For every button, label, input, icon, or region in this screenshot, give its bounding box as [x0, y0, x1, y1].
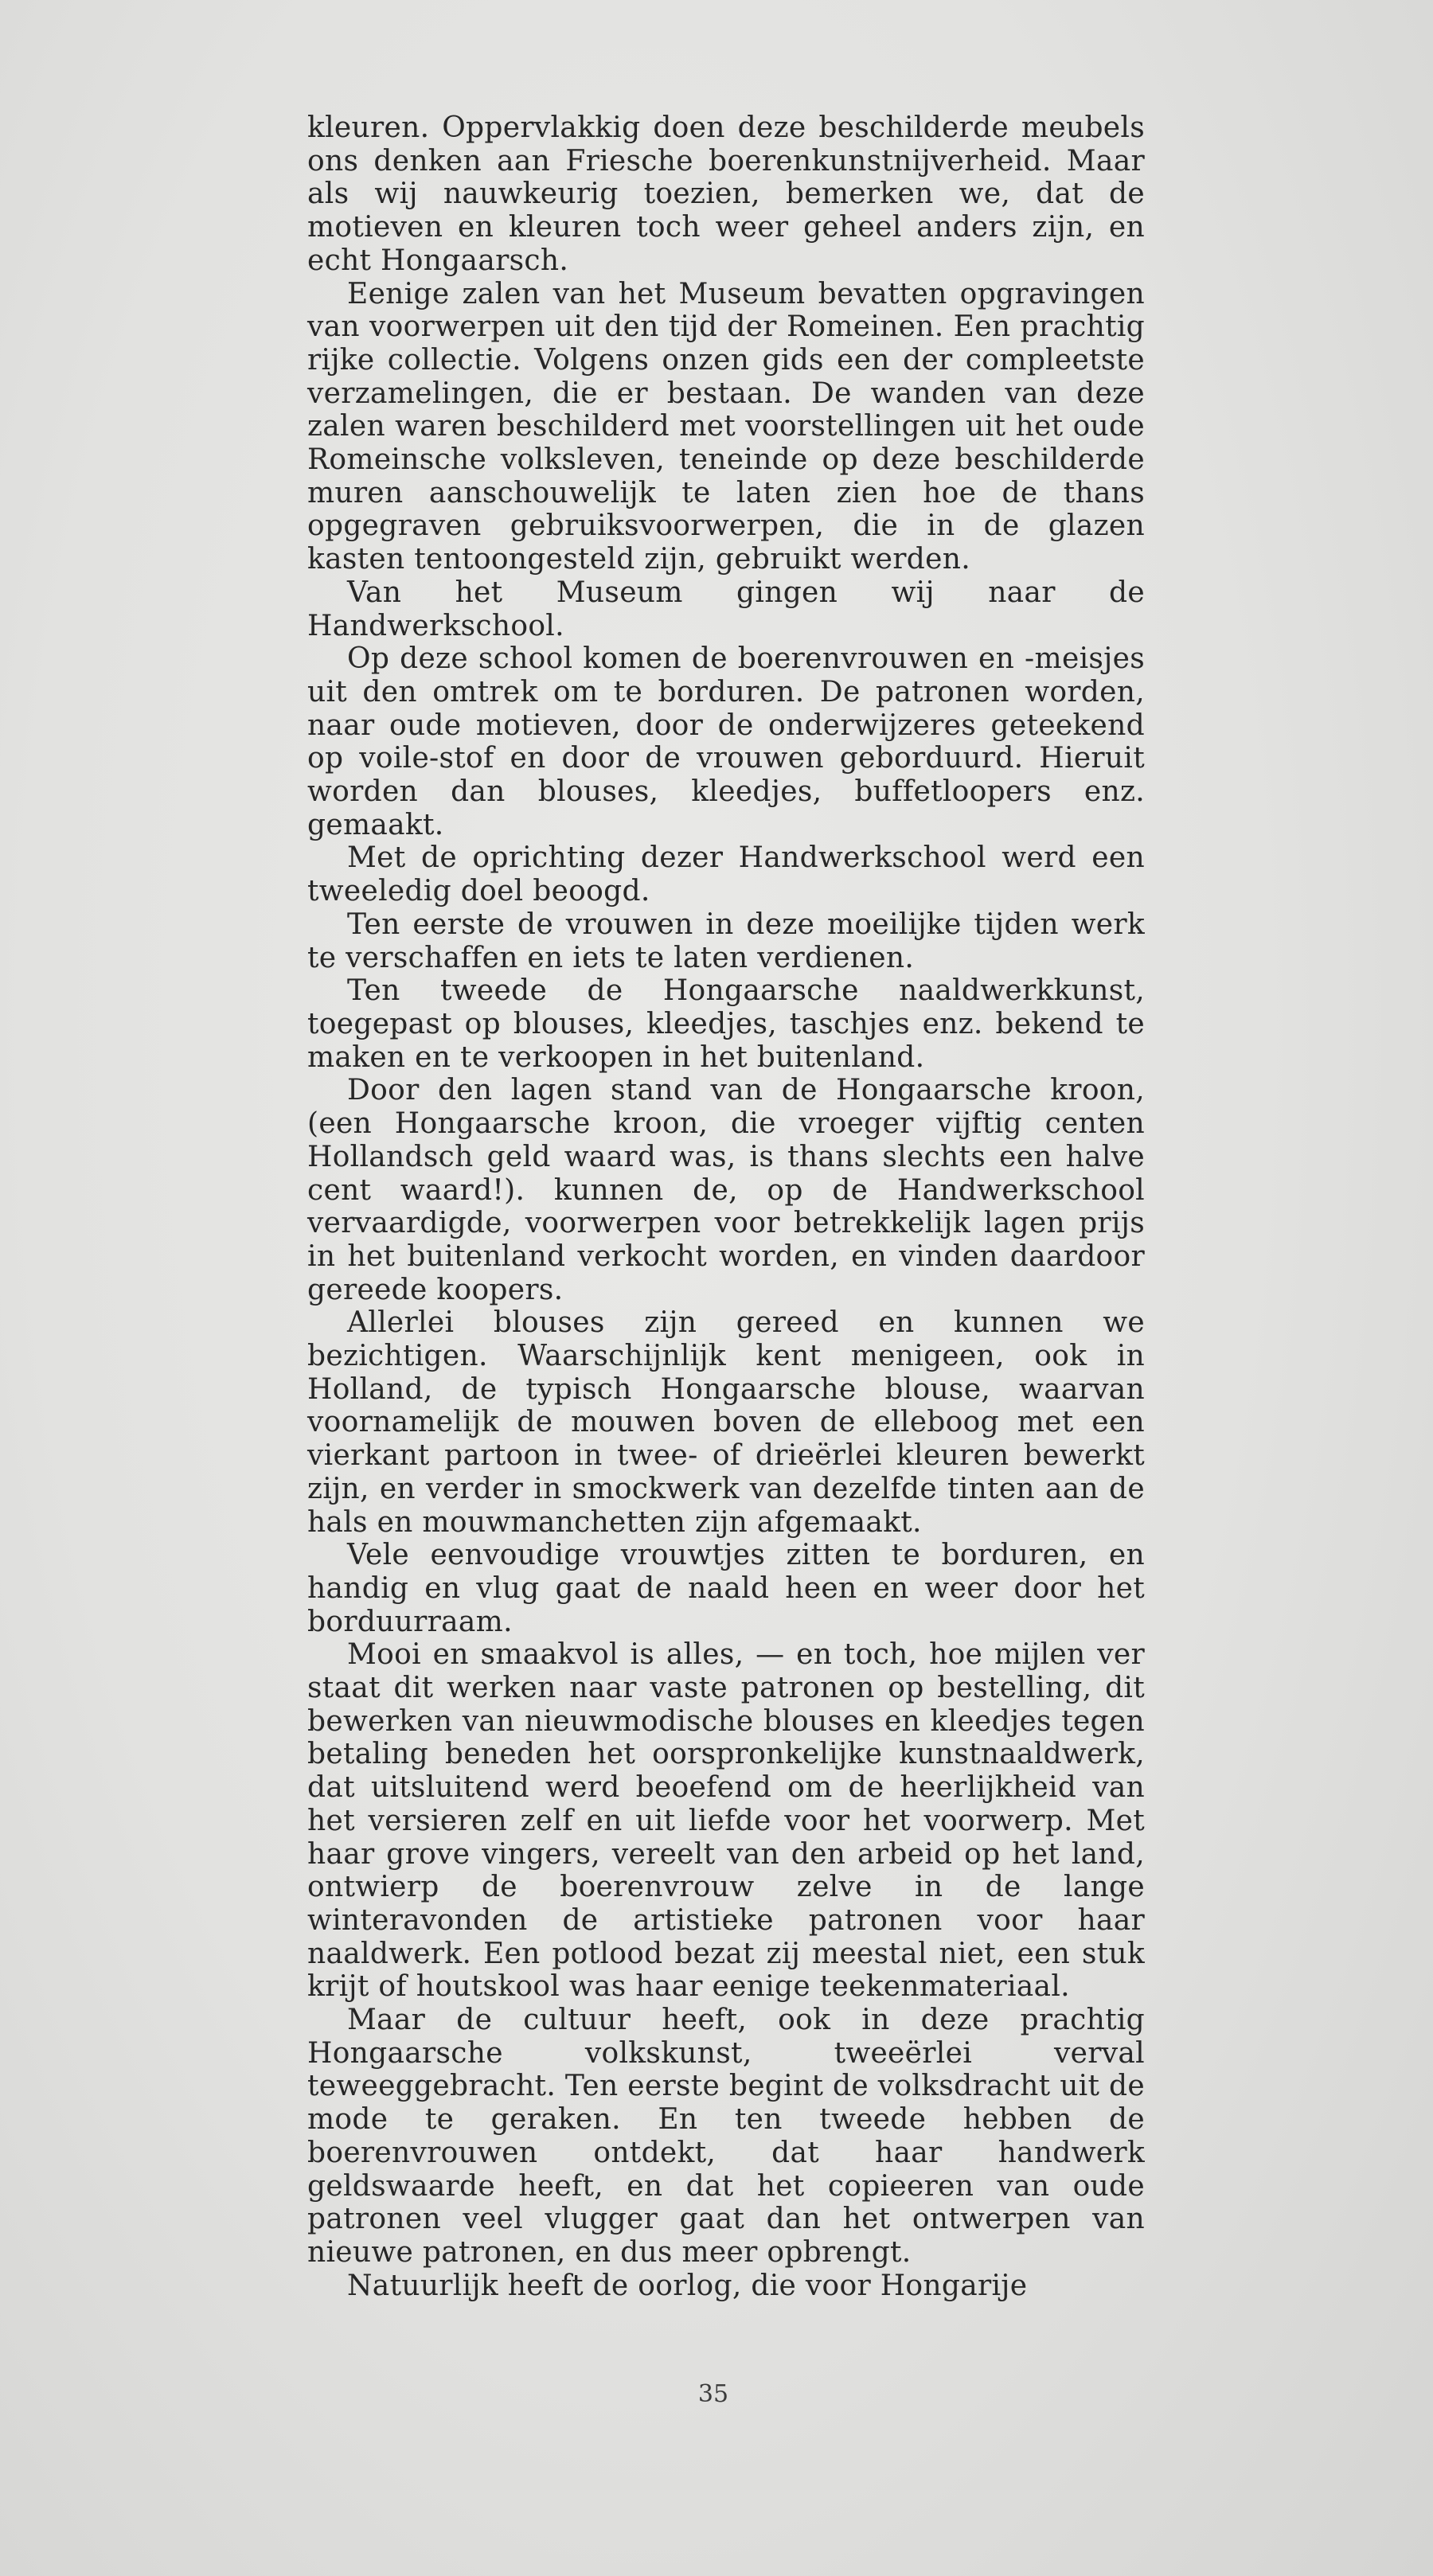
paragraph-2: Eenige zalen van het Museum bevatten opgravingen van voorwerpen uit den tijd der Romeinen. Een prachtig rijke collectie. Volgens onzen gids een der compleetste verzamelingen, die er bestaan. De wanden van deze zalen waren beschilderd met voorstellingen uit het oude Romeinsche volksleven, teneinde op deze beschilderde muren aanschouwelijk te laten zien hoe de thans opgegraven gebruiksvoorwerpen, die in de glazen kasten tentoongesteld zijn, gebruikt werden.	[307, 277, 1145, 576]
paragraph-5: Met de oprichting dezer Handwerkschool werd een tweeledig doel beoogd.	[307, 841, 1145, 908]
paragraph-13: Natuurlijk heeft de oorlog, die voor Hongarije	[347, 2269, 1028, 2302]
paragraph-6: Ten eerste de vrouwen in deze moeilijke tijden werk te verschaffen en iets te laten verdienen.	[307, 907, 1145, 974]
paragraph-11: Mooi en smaakvol is alles, — en toch, hoe mijlen ver staat dit werken naar vaste patronen op bestelling, dit bewerken van nieuwmodische blouses en kleedjes tegen betaling beneden het oorspronkelijke kunstnaaldwerk, dat uitsluitend werd beoefend om de heerlijkheid van het versieren zelf en uit liefde voor het voorwerp. Met haar grove vingers, vereelt van den arbeid op het land, ontwierp de boerenvrouw zelve in de lange winteravonden de artistieke patronen voor haar naaldwerk. Een potlood bezat zij meestal niet, een stuk krijt of houtskool was haar eenige teekenmateriaal.	[307, 1638, 1145, 2004]
paragraph-4: Op deze school komen de boerenvrouwen en -meisjes uit den omtrek om te borduren. De patronen worden, naar oude motieven, door de onderwijzeres geteekend op voile-stof en door de vrouwen geborduurd. Hieruit worden dan blouses, kleedjes, buffetloopers enz. gemaakt.	[307, 642, 1145, 841]
page-number: 35	[697, 2380, 729, 2408]
paragraph-1: kleuren. Oppervlakkig doen deze beschilderde meubels ons denken aan Friesche boerenkunstnijverheid. Maar als wij nauwkeurig toezien, bemerken we, dat de motieven en kleuren toch weer geheel anders zijn, en echt Hongaarsch.	[307, 111, 1145, 277]
paragraph-10: Vele eenvoudige vrouwtjes zitten te borduren, en handig en vlug gaat de naald heen en weer door het borduurraam.	[307, 1539, 1145, 1638]
paragraph-3: Van het Museum gingen wij naar de Handwerkschool.	[307, 576, 1145, 642]
text-column	[307, 111, 1145, 2302]
paragraph-7: Ten tweede de Hongaarsche naaldwerkkunst, toegepast op blouses, kleedjes, taschjes enz. bekend te maken en te verkoopen in het buitenland.	[307, 974, 1145, 1074]
paragraph-9: Allerlei blouses zijn gereed en kunnen we bezichtigen. Waarschijnlijk kent menigeen, ook in Holland, de typisch Hongaarsche blouse, waarvan voornamelijk de mouwen boven de elleboog met een vierkant partoon in twee- of drieërlei kleuren bewerkt zijn, en verder in smockwerk van dezelfde tinten aan de hals en mouwmanchetten zijn afgemaakt.	[307, 1306, 1145, 1539]
paragraph-8: Door den lagen stand van de Hongaarsche kroon, (een Hongaarsche kroon, die vroeger vijftig centen Hollandsch geld waard was, is thans slechts een halve cent waard!). kunnen de, op de Handwerkschool vervaardigde, voorwerpen voor betrekkelijk lagen prijs in het buitenland verkocht worden, en vinden daardoor gereede koopers.	[307, 1074, 1145, 1306]
paragraph-12: Maar de cultuur heeft, ook in deze prachtig Hongaarsche volkskunst, tweeërlei verval teweeggebracht. Ten eerste begint de volksdracht uit de mode te geraken. En ten tweede hebben de boerenvrouwen ontdekt, dat haar handwerk geldswaarde heeft, en dat het copieeren van oude patronen veel vlugger gaat dan het ontwerpen van nieuwe patronen, en dus meer opbrengt.	[307, 2004, 1145, 2269]
